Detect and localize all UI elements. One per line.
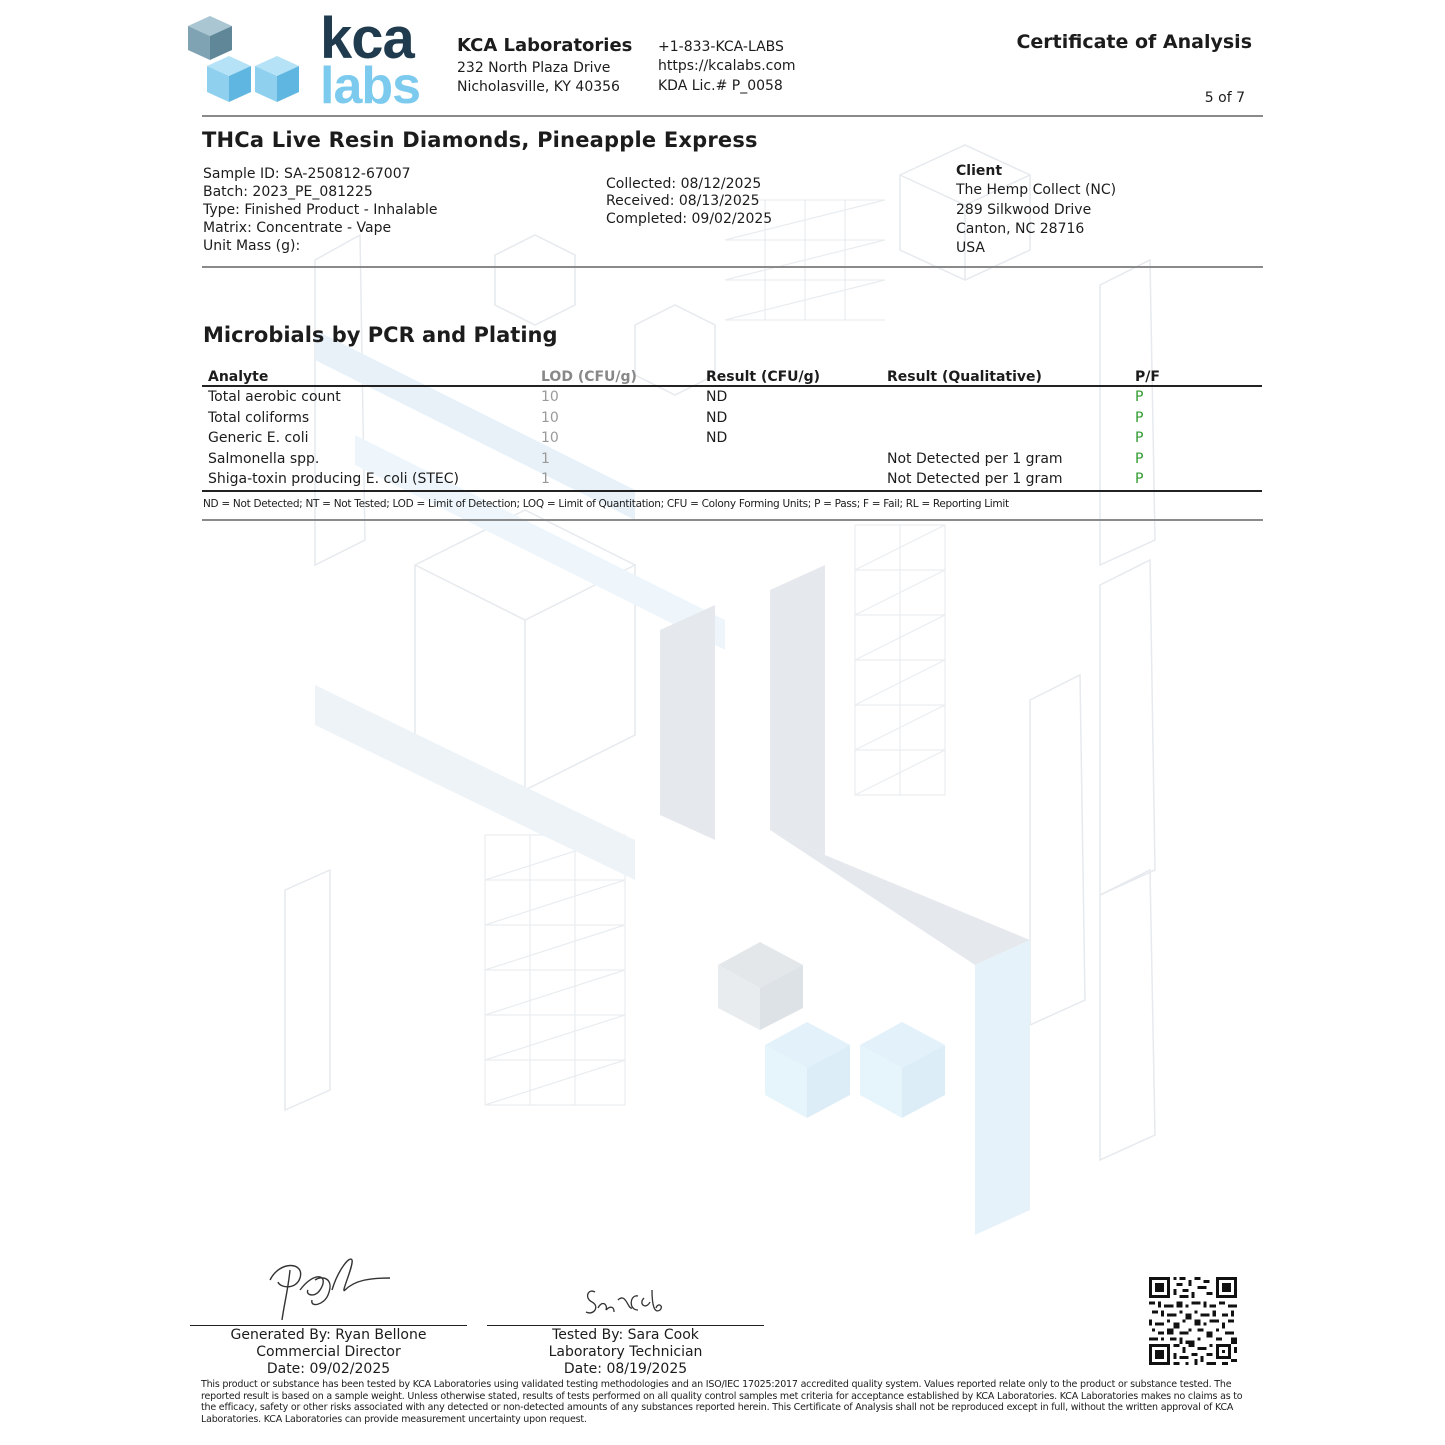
unit-mass: Unit Mass (g): bbox=[203, 238, 301, 254]
section-divider bbox=[202, 519, 1263, 521]
tested-by: Tested By: Sara Cook bbox=[552, 1327, 699, 1343]
generated-by: Generated By: Ryan Bellone bbox=[230, 1327, 427, 1343]
client-city: Canton, NC 28716 bbox=[956, 221, 1085, 237]
header-divider bbox=[202, 115, 1263, 117]
lab-website: https://kcalabs.com bbox=[658, 58, 796, 74]
pass-fail-cell: P bbox=[1135, 450, 1144, 467]
qr-code-icon[interactable] bbox=[1149, 1277, 1237, 1365]
received-date: Received: 08/13/2025 bbox=[606, 193, 760, 209]
generated-date: Date: 09/02/2025 bbox=[266, 1361, 391, 1377]
table-row bbox=[202, 408, 1262, 429]
lab-address-line2: Nicholasville, KY 40356 bbox=[457, 79, 620, 95]
client-name: The Hemp Collect (NC) bbox=[956, 182, 1117, 198]
column-header-analyte: Analyte bbox=[202, 364, 535, 386]
result-cell: ND bbox=[706, 389, 728, 406]
collected-date: Collected: 08/12/2025 bbox=[606, 176, 762, 192]
logo-text-kca: kca bbox=[320, 6, 414, 71]
product-name: THCa Live Resin Diamonds, Pineapple Express bbox=[202, 128, 758, 152]
signature-line-tested bbox=[487, 1325, 764, 1326]
table-header-row bbox=[202, 364, 1262, 386]
analyte-cell: Total aerobic count bbox=[208, 389, 341, 406]
lab-address-line1: 232 North Plaza Drive bbox=[457, 60, 611, 76]
result-cell bbox=[700, 449, 881, 470]
lod-cell: 1 bbox=[535, 469, 700, 491]
client-label: Client bbox=[956, 163, 1003, 179]
column-header-pass-fail: P/F bbox=[1129, 364, 1262, 386]
analyte-cell: Salmonella spp. bbox=[208, 450, 320, 467]
lab-phone: +1-833-KCA-LABS bbox=[658, 39, 784, 55]
sample-id: Sample ID: SA-250812-67007 bbox=[203, 166, 411, 182]
qualitative-cell bbox=[881, 408, 1129, 429]
tested-by-title: Laboratory Technician bbox=[548, 1344, 703, 1360]
signature-sara-cook-icon bbox=[580, 1280, 690, 1325]
qualitative-cell bbox=[881, 428, 1129, 449]
matrix: Matrix: Concentrate - Vape bbox=[203, 220, 392, 236]
certificate-page bbox=[165, 0, 1280, 1445]
pass-fail-cell: P bbox=[1135, 430, 1144, 447]
pass-fail-cell: P bbox=[1135, 389, 1144, 406]
kca-logo-cubes-icon bbox=[185, 14, 305, 109]
table-row bbox=[202, 469, 1262, 491]
qualitative-cell: Not Detected per 1 gram bbox=[887, 450, 1063, 467]
table-row bbox=[202, 428, 1262, 449]
lod-cell: 10 bbox=[541, 389, 559, 406]
signature-line-generated bbox=[190, 1325, 467, 1326]
pass-fail-cell: P bbox=[1135, 409, 1144, 426]
product-divider bbox=[202, 266, 1263, 268]
lab-license: KDA Lic.# P_0058 bbox=[658, 78, 783, 94]
product-type: Type: Finished Product - Inhalable bbox=[203, 202, 438, 218]
column-header-qualitative: Result (Qualitative) bbox=[881, 364, 1129, 386]
page-indicator: 5 of 7 bbox=[1204, 90, 1245, 106]
generated-by-title: Commercial Director bbox=[256, 1344, 401, 1360]
pass-fail-cell: P bbox=[1129, 469, 1262, 491]
table-row bbox=[202, 449, 1262, 470]
qualitative-cell: Not Detected per 1 gram bbox=[881, 469, 1129, 491]
client-street: 289 Silkwood Drive bbox=[956, 202, 1092, 218]
abbreviation-legend: ND = Not Detected; NT = Not Tested; LOD = Limit of Detection; LOQ = Limit of Quantitation; CFU = Colony Forming Units; P = Pass; F = Fail; RL = Reporting Limit bbox=[203, 498, 1009, 510]
disclaimer-text: This product or substance has been tested by KCA Laboratories using validated testing methodologies and an ISO/IEC 17025:2017 accredited quality system. Values reported relate only to the product or substance tested. The reported result is based on a sample weight. Unless otherwise stated, results of tests performed on all quality control samples met criteria for acceptance established by KCA Laboratories. KCA Laboratories makes no claims as to the efficacy, safety or other risks associated with any detected or non-detected amounts of any substances reported herein. This Certificate of Analysis shall not be reproduced except in full, without the written approval of KCA Laboratories. KCA Laboratories can provide measurement uncertainty upon request. bbox=[201, 1379, 1243, 1425]
document-title: Certificate of Analysis bbox=[1016, 31, 1252, 53]
qualitative-cell bbox=[881, 386, 1129, 408]
analyte-cell: Generic E. coli bbox=[208, 430, 309, 447]
section-title: Microbials by PCR and Plating bbox=[203, 323, 558, 347]
result-cell: ND bbox=[706, 409, 728, 426]
completed-date: Completed: 09/02/2025 bbox=[606, 211, 773, 227]
signature-ryan-bellone-icon bbox=[260, 1250, 400, 1325]
column-header-lod: LOD (CFU/g) bbox=[535, 364, 700, 386]
client-country: USA bbox=[956, 240, 985, 256]
lod-cell: 10 bbox=[541, 409, 559, 426]
results-table bbox=[202, 364, 1262, 492]
table-row bbox=[202, 386, 1262, 408]
analyte-cell: Shiga-toxin producing E. coli (STEC) bbox=[202, 469, 535, 491]
result-cell bbox=[700, 469, 881, 491]
lab-name: KCA Laboratories bbox=[457, 35, 633, 56]
column-header-result: Result (CFU/g) bbox=[700, 364, 881, 386]
lod-cell: 1 bbox=[541, 450, 550, 467]
result-cell: ND bbox=[706, 430, 728, 447]
lod-cell: 10 bbox=[541, 430, 559, 447]
logo-text-labs: labs bbox=[320, 57, 421, 115]
tested-date: Date: 08/19/2025 bbox=[563, 1361, 688, 1377]
analyte-cell: Total coliforms bbox=[208, 409, 310, 426]
batch: Batch: 2023_PE_081225 bbox=[203, 184, 373, 200]
